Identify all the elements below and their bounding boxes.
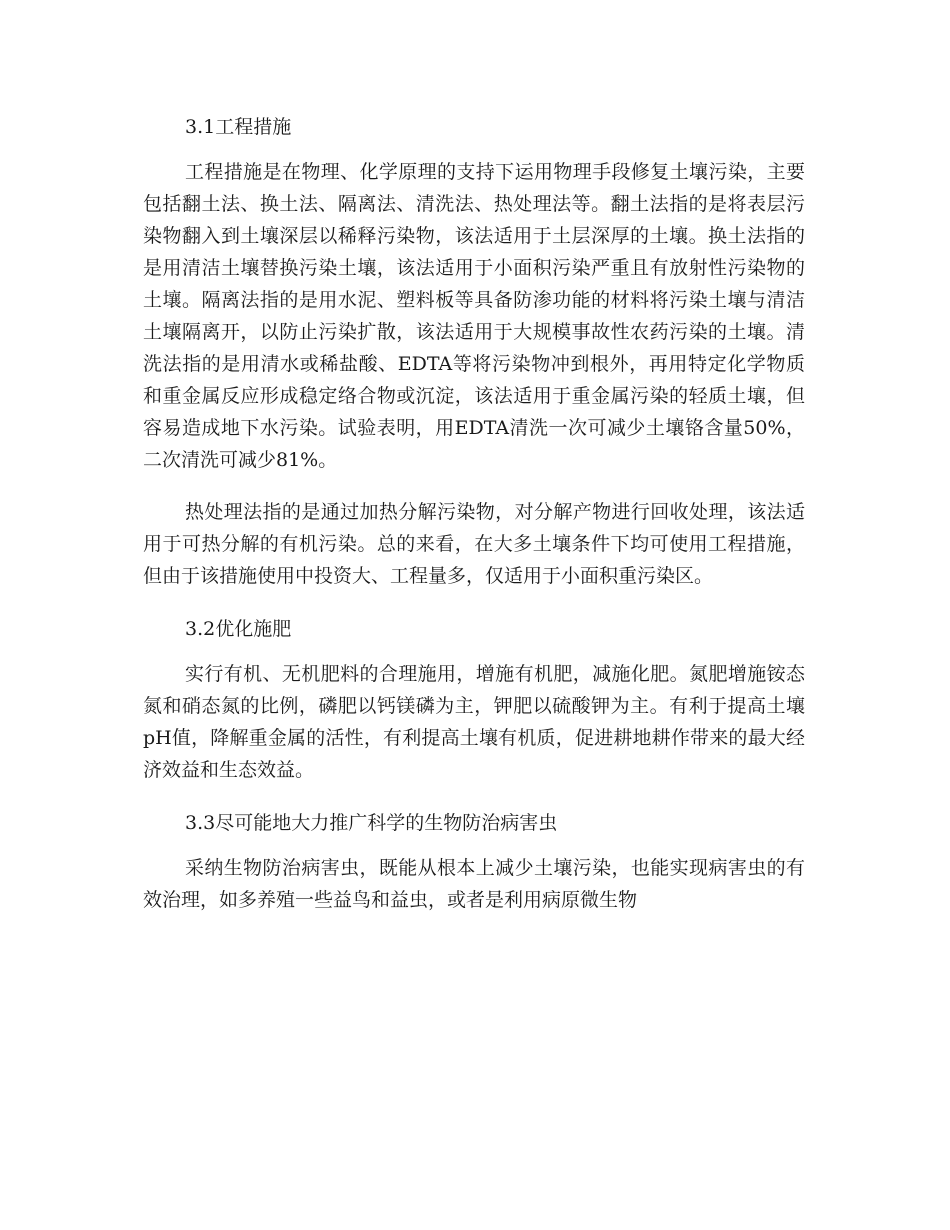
section-heading-3-3: 3.3尽可能地大力推广科学的生物防治病害虫 bbox=[185, 812, 558, 834]
document-body bbox=[143, 110, 805, 916]
paragraph-engineering-measures: 工程措施是在物理、化学原理的支持下运用物理手段修复土壤污染，主要包括翻土法、换土法、隔离法、清洗法、热处理法等。翻土法指的是将表层污染物翻入到土壤深层以稀释污染物，该法适用于土层深厚的土壤。换土法指的是用清洁土壤替换污染土壤，该法适用于小面积污染严重且有放射性污染物的土壤。隔离法指的是用水泥、塑料板等具备防渗功能的材料将污染土壤与清洁土壤隔离开，以防止污染扩散，该法适用于大规模事故性农药污染的土壤。清洗法指的是用清水或稀盐酸、EDTA等将污染物冲到根外，再用特定化学物质和重金属反应形成稳定络合物或沉淀，该法适用于重金属污染的轻质土壤，但容易造成地下水污染。试验表明，用EDTA清洗一次可减少土壤铬含量50%，二次清洗可减少81%。 bbox=[143, 161, 805, 471]
section-heading-3-2: 3.2优化施肥 bbox=[185, 618, 292, 640]
paragraph-biological-control: 采纳生物防治病害虫，既能从根本上减少土壤污染，也能实现病害虫的有效治理，如多养殖一些益鸟和益虫，或者是利用病原微生物 bbox=[143, 857, 805, 911]
paragraph-heat-treatment: 热处理法指的是通过加热分解污染物，对分解产物进行回收处理，该法适用于可热分解的有机污染。总的来看，在大多土壤条件下均可使用工程措施，但由于该措施使用中投资大、工程量多，仅适用于小面积重污染区。 bbox=[143, 501, 805, 587]
section-heading-3-1: 3.1工程措施 bbox=[185, 116, 292, 138]
paragraph-optimized-fertilization: 实行有机、无机肥料的合理施用，增施有机肥，减施化肥。氮肥增施铵态氮和硝态氮的比例，磷肥以钙镁磷为主，钾肥以硫酸钾为主。有利于提高土壤pH值，降解重金属的活性，有利提高土壤有机质，促进耕地耕作带来的最大经济效益和生态效益。 bbox=[143, 663, 805, 781]
